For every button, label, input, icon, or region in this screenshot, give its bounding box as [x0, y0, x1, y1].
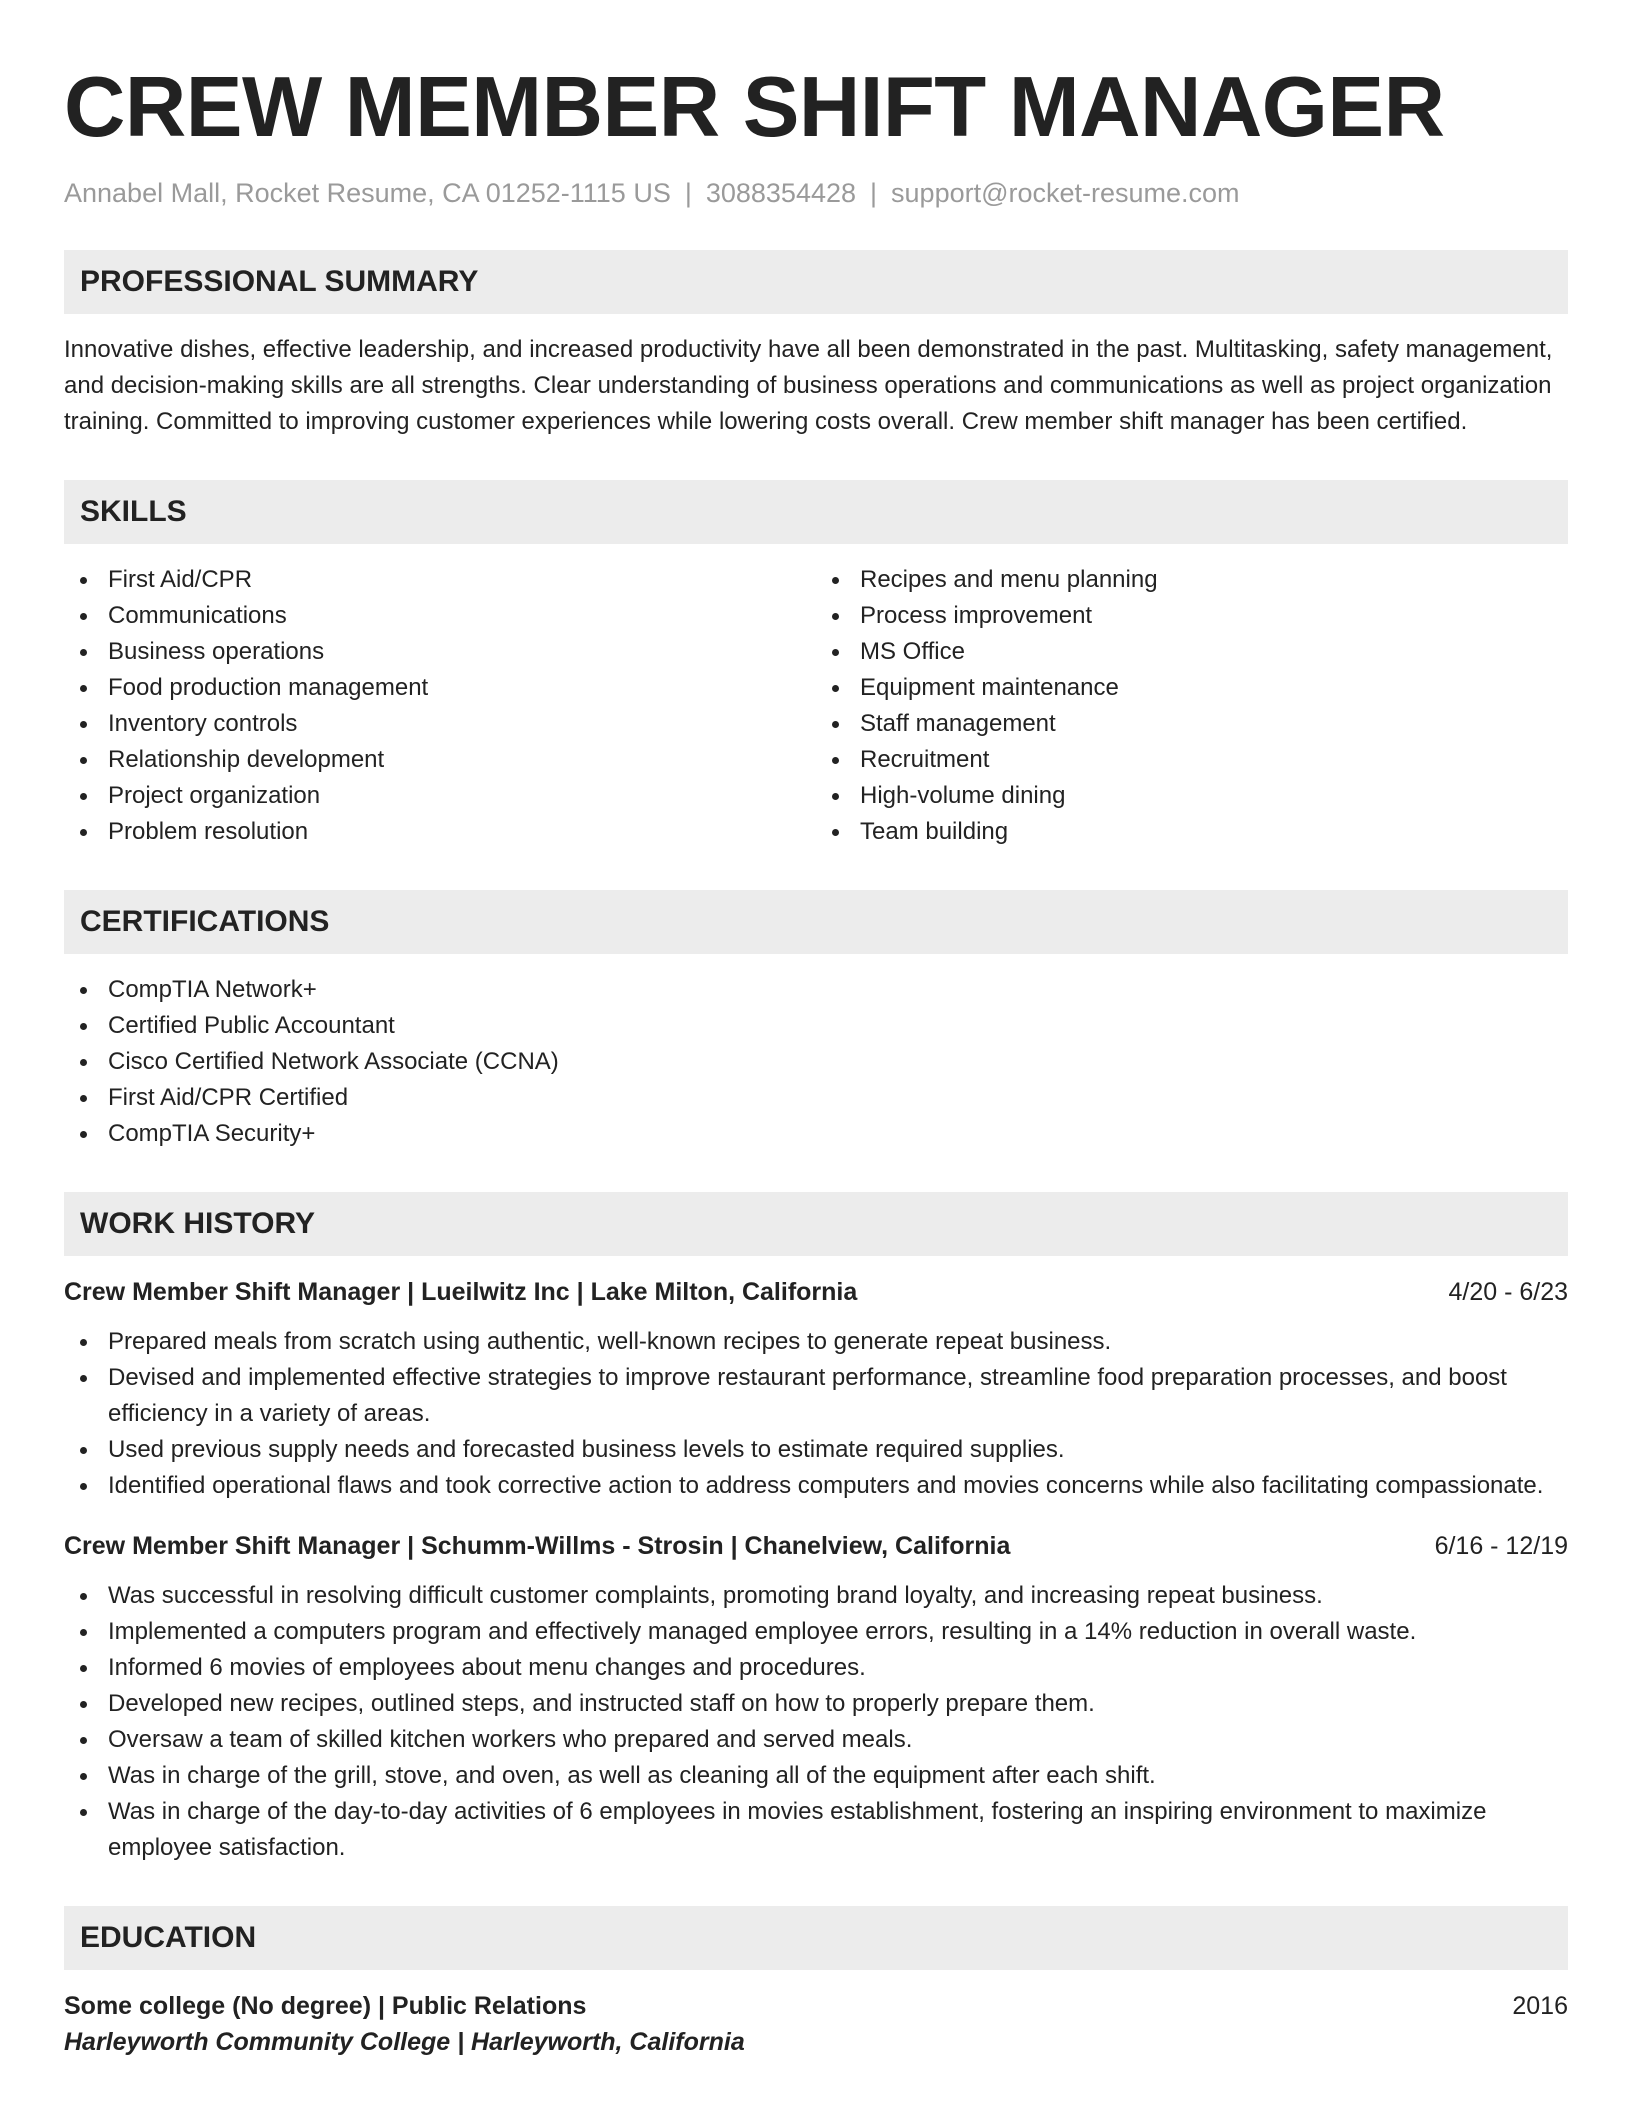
job-bullet: Developed new recipes, outlined steps, and instructed staff on how to properly prepare them. [64, 1686, 1568, 1722]
education-header [64, 1988, 1568, 2024]
job-bullet: Was in charge of the day-to-day activities of 6 employees in movies establishment, fostering an inspiring environment to maximize employee satisfaction. [64, 1794, 1568, 1866]
education-year: 2016 [1512, 1992, 1568, 2020]
skill-item: Inventory controls [64, 706, 816, 742]
resume-name: CREW MEMBER SHIFT MANAGER [64, 60, 1445, 155]
skills-heading: SKILLS [64, 480, 1568, 544]
work-history-heading: WORK HISTORY [64, 1192, 1568, 1256]
job-bullet: Used previous supply needs and forecasted business levels to estimate required supplies. [64, 1432, 1568, 1468]
skill-item: Process improvement [816, 598, 1568, 634]
skill-item: Recipes and menu planning [816, 562, 1568, 598]
skill-item: Project organization [64, 778, 816, 814]
job-title: Crew Member Shift Manager | Lueilwitz Inc | Lake Milton, California [64, 1278, 858, 1306]
certification-item: First Aid/CPR Certified [64, 1080, 1568, 1116]
skills-column-left [64, 562, 816, 850]
education-school: Harleyworth Community College | Harleyworth, California [64, 2028, 745, 2056]
certification-item: Cisco Certified Network Associate (CCNA) [64, 1044, 1568, 1080]
contact-separator: | [684, 178, 692, 208]
job-bullet: Prepared meals from scratch using authentic, well-known recipes to generate repeat business. [64, 1324, 1568, 1360]
certifications-heading: CERTIFICATIONS [64, 890, 1568, 954]
skill-item: High-volume dining [816, 778, 1568, 814]
job-bullet: Implemented a computers program and effectively managed employee errors, resulting in a 14% reduction in overall waste. [64, 1614, 1568, 1650]
skill-item: Problem resolution [64, 814, 816, 850]
job-title: Crew Member Shift Manager | Schumm-Willms - Strosin | Chanelview, California [64, 1532, 1011, 1560]
education-heading: EDUCATION [64, 1906, 1568, 1970]
job-bullet: Informed 6 movies of employees about menu changes and procedures. [64, 1650, 1568, 1686]
job-bullets [64, 1324, 1568, 1504]
job-entry [64, 1274, 1568, 1504]
job-bullet: Was in charge of the grill, stove, and oven, as well as cleaning all of the equipment after each shift. [64, 1758, 1568, 1794]
skills-column-right [816, 562, 1568, 850]
skill-item: Business operations [64, 634, 816, 670]
job-header [64, 1528, 1568, 1564]
contact-line [64, 176, 1568, 210]
job-bullet: Was successful in resolving difficult customer complaints, promoting brand loyalty, and increasing repeat business. [64, 1578, 1568, 1614]
skill-item: Communications [64, 598, 816, 634]
skill-item: Equipment maintenance [816, 670, 1568, 706]
contact-separator: | [870, 178, 878, 208]
skill-item: Food production management [64, 670, 816, 706]
certifications-list [64, 972, 1568, 1152]
summary-heading: PROFESSIONAL SUMMARY [64, 250, 1568, 314]
contact-address: Annabel Mall, Rocket Resume, CA 01252-1115 US [64, 178, 671, 208]
job-bullet: Identified operational flaws and took corrective action to address computers and movies concerns while also facilitating compassionate. [64, 1468, 1568, 1504]
skill-item: Recruitment [816, 742, 1568, 778]
certification-item: Certified Public Accountant [64, 1008, 1568, 1044]
certification-item: CompTIA Network+ [64, 972, 1568, 1008]
contact-email: support@rocket-resume.com [891, 178, 1240, 208]
skill-item: MS Office [816, 634, 1568, 670]
skill-item: Relationship development [64, 742, 816, 778]
skill-item: First Aid/CPR [64, 562, 816, 598]
job-bullet: Oversaw a team of skilled kitchen workers who prepared and served meals. [64, 1722, 1568, 1758]
skill-item: Team building [816, 814, 1568, 850]
job-header [64, 1274, 1568, 1310]
job-entry [64, 1528, 1568, 1866]
job-bullets [64, 1578, 1568, 1866]
contact-phone: 3088354428 [705, 178, 857, 208]
certification-item: CompTIA Security+ [64, 1116, 1568, 1152]
summary-text: Innovative dishes, effective leadership, and increased productivity have all been demonstrated in the past. Multitasking, safety management, and decision-making skills are all strengths. Clear understanding of business operations and communications as well as project organization training. Committed to improving customer experiences while lowering costs overall. Crew member shift manager has been certified. [64, 336, 1553, 435]
job-bullet: Devised and implemented effective strategies to improve restaurant performance, streamline food preparation processes, and boost efficiency in a variety of areas. [64, 1360, 1568, 1432]
job-dates: 4/20 - 6/23 [1448, 1278, 1568, 1306]
job-dates: 6/16 - 12/19 [1434, 1532, 1568, 1560]
education-degree: Some college (No degree) | Public Relations [64, 1992, 587, 2020]
skill-item: Staff management [816, 706, 1568, 742]
skills-list [64, 562, 1568, 850]
